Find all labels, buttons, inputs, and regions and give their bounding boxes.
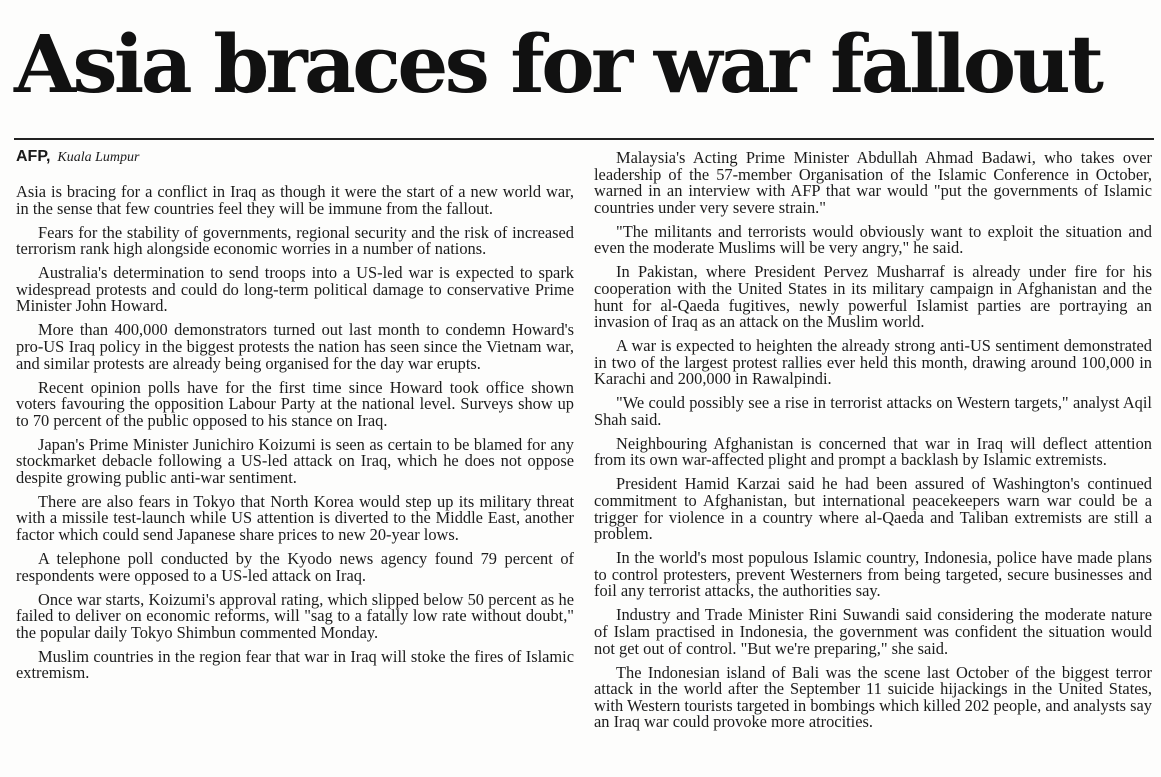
paragraph: The Indonesian island of Bali was the scene last October of the biggest terror attack in the world after the September 11 suicide hijackings in the United States, with Western tourists targeted in bombings which killed 202 people, and analysts say an Iraq war could provoke more atrocities. <box>594 662 1152 732</box>
byline-place: Kuala Lumpur <box>57 150 140 165</box>
paragraph: Fears for the stability of governments, regional security and the risk of increased terrorism rank high alongside economic worries in a number of nations. <box>16 222 574 259</box>
paragraph: "The militants and terrorists would obviously want to exploit the situation and even the moderate Muslims will be very angry," he said. <box>594 221 1152 258</box>
paragraph: Industry and Trade Minister Rini Suwandi said considering the moderate nature of Islam practised in Indonesia, the government was confident the situation would not get out of control. "But we're preparing," she said. <box>594 605 1152 658</box>
paragraph: President Hamid Karzai said he had been assured of Washington's continued commitment to Afghanistan, but international peacekeepers warn war could be a trigger for violence in a country where al-Qaeda and Taliban extremists are still a problem. <box>594 474 1152 544</box>
paragraph: Recent opinion polls have for the first time since Howard took office shown voters favouring the opposition Labour Party at the national level. Surveys show up to 70 percent of the public opposed to his stance on Iraq. <box>16 377 574 430</box>
headline: Asia braces for war fallout <box>14 17 1101 111</box>
byline-agency: AFP, <box>16 148 51 165</box>
paragraph: Australia's determination to send troops into a US-led war is expected to spark widespread protests and could do long-term political damage to conservative Prime Minister John Howard. <box>16 263 574 316</box>
article-column-left <box>16 148 574 689</box>
paragraph: Asia is bracing for a conflict in Iraq as though it were the start of a new world war, in the sense that few countries feel they will be immune from the fallout. <box>16 182 574 218</box>
paragraph: "We could possibly see a rise in terrorist attacks on Western targets," analyst Aqil Shah said. <box>594 393 1152 429</box>
paragraph: Japan's Prime Minister Junichiro Koizumi is seen as certain to be blamed for any stockmarket debacle following a US-led attack on Iraq, which he does not oppose despite growing public anti-war sentiment. <box>16 434 574 487</box>
paragraph: A war is expected to heighten the already strong anti-US sentiment demonstrated in two of the largest protest rallies ever held this month, drawing around 100,000 in Karachi and 200,000 in Rawalpindi. <box>594 336 1152 389</box>
byline <box>16 148 574 167</box>
paragraph: In Pakistan, where President Pervez Musharraf is already under fire for his cooperation with the United States in its military campaign in Afghanistan and the hunt for al-Qaeda fugitives, newly powerful Islamist parties are portraying an invasion of Iraq as an attack on the Muslim world. <box>594 262 1152 332</box>
headline-rule <box>14 138 1154 140</box>
paragraph: In the world's most populous Islamic country, Indonesia, police have made plans to control protesters, prevent Westerners from being targeted, secure businesses and foil any terrorist attacks, the authorities say. <box>594 548 1152 601</box>
paragraph: Muslim countries in the region fear that war in Iraq will stoke the fires of Islamic extremism. <box>16 646 574 683</box>
paragraph: A telephone poll conducted by the Kyodo news agency found 79 percent of respondents were opposed to a US-led attack on Iraq. <box>16 549 574 585</box>
paragraph: There are also fears in Tokyo that North Korea would step up its military threat with a missile test-launch while US attention is diverted to the Middle East, another factor which could send Japanese share prices to new 20-year lows. <box>16 491 574 545</box>
article-column-right <box>594 150 1152 738</box>
paragraph: Once war starts, Koizumi's approval rating, which slipped below 50 percent as he failed to deliver on economic reforms, will "sag to a fatally low rate without doubt," the popular daily Tokyo Shimbun commented Monday. <box>16 589 574 642</box>
paragraph: Neighbouring Afghanistan is concerned that war in Iraq will deflect attention from its own war-affected plight and prompt a backlash by Islamic extremists. <box>594 433 1152 470</box>
paragraph: Malaysia's Acting Prime Minister Abdullah Ahmad Badawi, who takes over leadership of the 57-member Organisation of the Islamic Conference in October, warned in an interview with AFP that war would "put the governments of Islamic countries under very severe strain." <box>594 148 1152 217</box>
paragraph: More than 400,000 demonstrators turned out last month to condemn Howard's pro-US Iraq policy in the biggest protests the nation has seen since the Vietnam war, and similar protests are already being organised for the day war erupts. <box>16 320 574 373</box>
